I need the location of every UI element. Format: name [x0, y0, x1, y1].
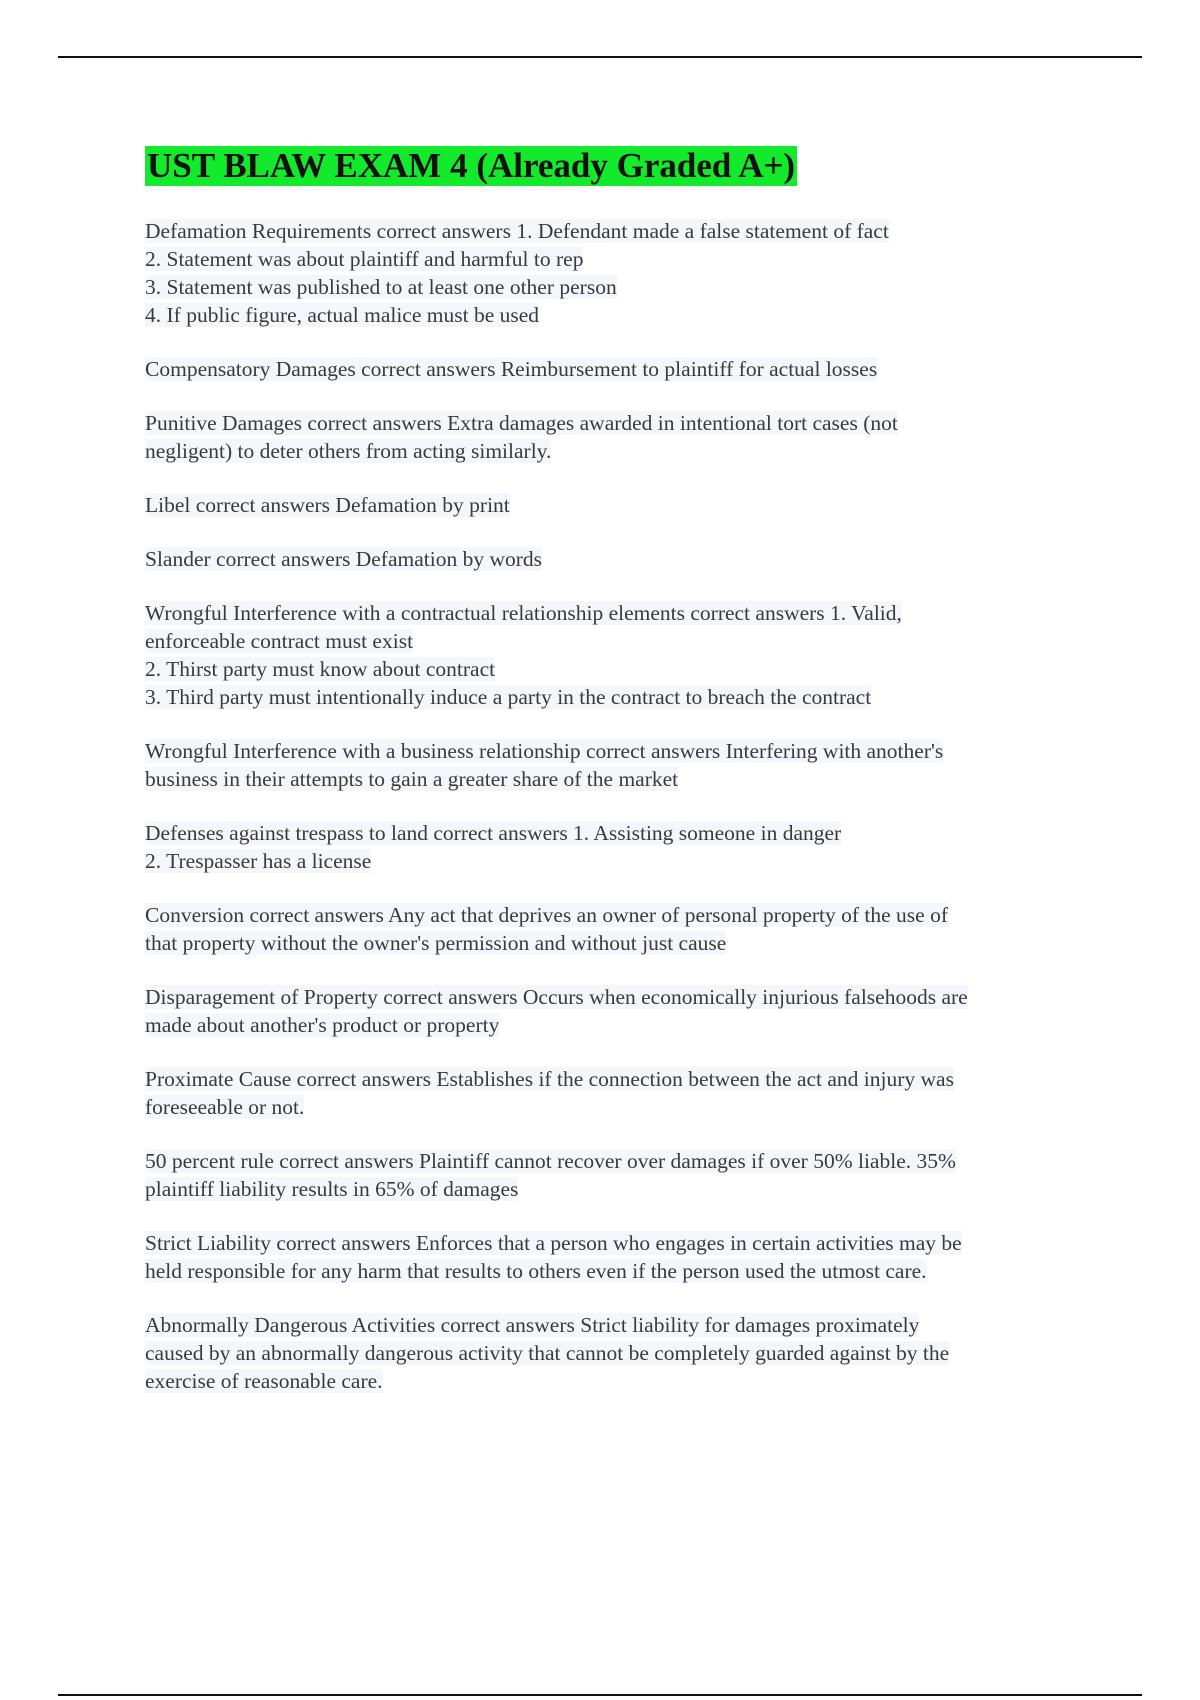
entry-line: Slander correct answers Defamation by words: [145, 547, 543, 571]
entry-line: Defenses against trespass to land correct answers 1. Assisting someone in danger: [145, 821, 842, 845]
entry-line: 2. Thirst party must know about contract: [145, 657, 496, 681]
entry-line: Conversion correct answers Any act that deprives an owner of personal property of the use of: [145, 903, 949, 927]
entry-defamation-requirements: [145, 217, 1085, 329]
entry-line: exercise of reasonable care.: [145, 1369, 383, 1393]
entry-contractual-interference: [145, 599, 1085, 711]
entry-trespass-defenses: [145, 819, 1085, 875]
entry-line: 2. Trespasser has a license: [145, 849, 372, 873]
entry-line: 4. If public figure, actual malice must be used: [145, 303, 540, 327]
entry-line: business in their attempts to gain a greater share of the market: [145, 767, 679, 791]
entry-line: plaintiff liability results in 65% of damages: [145, 1177, 519, 1201]
entry-line: 3. Statement was published to at least one other person: [145, 275, 617, 299]
entry-line: negligent) to deter others from acting similarly.: [145, 439, 552, 463]
entry-line: Libel correct answers Defamation by print: [145, 493, 510, 517]
entry-line: Disparagement of Property correct answers Occurs when economically injurious falsehoods are: [145, 985, 968, 1009]
entry-line: 2. Statement was about plaintiff and harmful to rep: [145, 247, 584, 271]
entry-line: Proximate Cause correct answers Establishes if the connection between the act and injury was: [145, 1067, 954, 1091]
entry-slander: [145, 545, 1085, 573]
entry-line: Strict Liability correct answers Enforces that a person who engages in certain activities may be: [145, 1231, 962, 1255]
entry-business-interference: [145, 737, 1085, 793]
document-body: [145, 146, 1085, 1421]
entry-compensatory-damages: [145, 355, 1085, 383]
entry-conversion: [145, 901, 1085, 957]
entry-line: Compensatory Damages correct answers Reimbursement to plaintiff for actual losses: [145, 357, 878, 381]
entry-line: that property without the owner's permission and without just cause: [145, 931, 727, 955]
footer-rule: [58, 1694, 1142, 1696]
entry-abnormally-dangerous: [145, 1311, 1085, 1395]
title-row: [145, 146, 1085, 193]
entry-line: Wrongful Interference with a business relationship correct answers Interfering with another's: [145, 739, 944, 763]
entry-line: Punitive Damages correct answers Extra damages awarded in intentional tort cases (not: [145, 411, 898, 435]
entry-line: made about another's product or property: [145, 1013, 500, 1037]
entry-line: foreseeable or not.: [145, 1095, 305, 1119]
entry-line: Abnormally Dangerous Activities correct answers Strict liability for damages proximately: [145, 1313, 920, 1337]
entry-fifty-percent-rule: [145, 1147, 1085, 1203]
entry-line: enforceable contract must exist: [145, 629, 414, 653]
entry-proximate-cause: [145, 1065, 1085, 1121]
entry-line: Wrongful Interference with a contractual relationship elements correct answers 1. Valid,: [145, 601, 902, 625]
entry-line: held responsible for any harm that results to others even if the person used the utmost care.: [145, 1259, 927, 1283]
entry-line: 50 percent rule correct answers Plaintiff cannot recover over damages if over 50% liable. 35%: [145, 1149, 956, 1173]
document-title: UST BLAW EXAM 4 (Already Graded A+): [147, 146, 796, 185]
entry-line: caused by an abnormally dangerous activity that cannot be completely guarded against by the: [145, 1341, 950, 1365]
entry-libel: [145, 491, 1085, 519]
header-rule: [58, 56, 1142, 58]
entry-strict-liability: [145, 1229, 1085, 1285]
entry-line: Defamation Requirements correct answers 1. Defendant made a false statement of fact: [145, 219, 889, 243]
entry-line: 3. Third party must intentionally induce a party in the contract to breach the contract: [145, 685, 872, 709]
entry-punitive-damages: [145, 409, 1085, 465]
entry-disparagement: [145, 983, 1085, 1039]
